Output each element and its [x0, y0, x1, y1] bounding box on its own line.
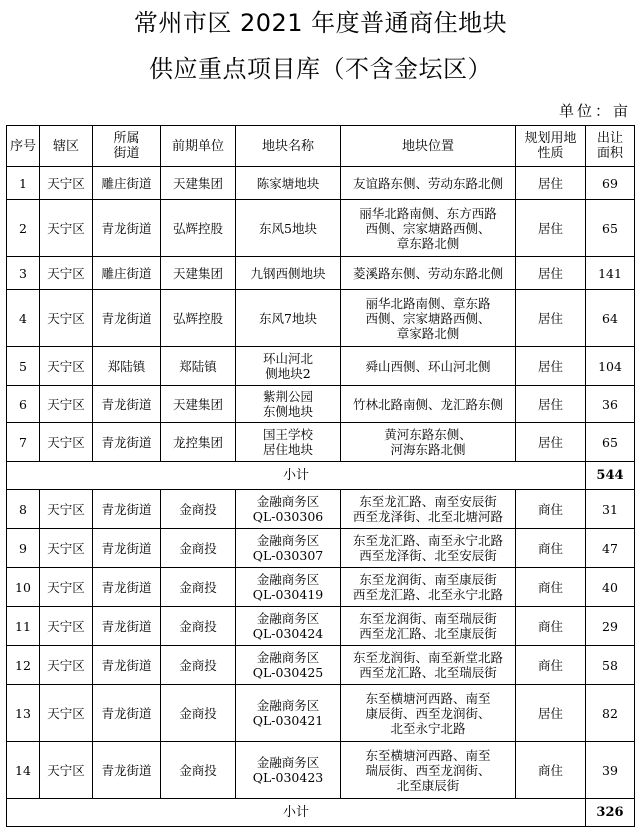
cell-unit: 龙控集团 [161, 423, 236, 462]
subtotal-label: 小计 [7, 462, 586, 490]
cell-unit: 金商投 [161, 568, 236, 607]
cell-street: 青龙街道 [93, 290, 161, 347]
cell-street: 青龙街道 [93, 423, 161, 462]
cell-unit: 弘辉控股 [161, 290, 236, 347]
cell-area: 82 [586, 685, 635, 742]
table-row [7, 423, 635, 462]
cell-area: 58 [586, 646, 635, 685]
cell-district: 天宁区 [40, 386, 93, 423]
cell-no: 1 [7, 167, 40, 200]
cell-use: 商住 [516, 742, 586, 799]
cell-unit: 金商投 [161, 607, 236, 646]
cell-no: 13 [7, 685, 40, 742]
cell-area: 31 [586, 490, 635, 529]
document-title-line-2: 供应重点项目库（不含金坛区） [149, 55, 492, 83]
cell-area: 104 [586, 347, 635, 386]
cell-street: 青龙街道 [93, 646, 161, 685]
cell-use: 居住 [516, 257, 586, 290]
cell-street: 雕庄街道 [93, 167, 161, 200]
cell-name: 金融商务区 QL-030421 [236, 685, 341, 742]
table-row [7, 685, 635, 742]
cell-street: 郑陆镇 [93, 347, 161, 386]
cell-unit: 弘辉控股 [161, 200, 236, 257]
cell-district: 天宁区 [40, 490, 93, 529]
table-row [7, 347, 635, 386]
cell-location: 东至横塘河西路、南至 康辰街、西至龙润街、 北至永宁北路 [341, 685, 516, 742]
table-row [7, 568, 635, 607]
cell-area: 40 [586, 568, 635, 607]
cell-name: 东风7地块 [236, 290, 341, 347]
cell-street: 青龙街道 [93, 607, 161, 646]
table-row [7, 290, 635, 347]
cell-name: 陈家塘地块 [236, 167, 341, 200]
cell-location: 东至横塘河西路、南至 瑞辰街、西至龙润街、 北至康辰街 [341, 742, 516, 799]
table-row [7, 200, 635, 257]
cell-district: 天宁区 [40, 646, 93, 685]
cell-district: 天宁区 [40, 423, 93, 462]
table-row [7, 529, 635, 568]
cell-location: 丽华北路南侧、章东路 西侧、宗家塘路西侧、 章家路北侧 [341, 290, 516, 347]
header-location: 地块位置 [341, 126, 516, 167]
cell-no: 12 [7, 646, 40, 685]
cell-name: 金融商务区 QL-030423 [236, 742, 341, 799]
cell-street: 青龙街道 [93, 568, 161, 607]
cell-name: 东风5地块 [236, 200, 341, 257]
cell-area: 65 [586, 423, 635, 462]
cell-district: 天宁区 [40, 607, 93, 646]
table-row [7, 386, 635, 423]
table-row [7, 646, 635, 685]
cell-name: 金融商务区 QL-030306 [236, 490, 341, 529]
table-row [7, 257, 635, 290]
cell-name: 环山河北 侧地块2 [236, 347, 341, 386]
header-no: 序号 [7, 126, 40, 167]
subtotal-value: 326 [586, 799, 635, 827]
cell-use: 居住 [516, 200, 586, 257]
header-name: 地块名称 [236, 126, 341, 167]
cell-location: 东至龙汇路、南至永宁北路 西至龙泽街、北至安辰街 [341, 529, 516, 568]
cell-no: 11 [7, 607, 40, 646]
header-district: 辖区 [40, 126, 93, 167]
cell-district: 天宁区 [40, 685, 93, 742]
cell-location: 东至龙润街、南至瑞辰街 西至龙汇路、北至康辰街 [341, 607, 516, 646]
cell-name: 金融商务区 QL-030419 [236, 568, 341, 607]
cell-location: 舜山西侧、环山河北侧 [341, 347, 516, 386]
table-row [7, 167, 635, 200]
cell-use: 居住 [516, 423, 586, 462]
cell-name: 金融商务区 QL-030424 [236, 607, 341, 646]
cell-name: 九钢西侧地块 [236, 257, 341, 290]
cell-street: 青龙街道 [93, 685, 161, 742]
cell-no: 8 [7, 490, 40, 529]
cell-location: 竹林北路南侧、龙汇路东侧 [341, 386, 516, 423]
cell-use: 商住 [516, 607, 586, 646]
cell-no: 5 [7, 347, 40, 386]
cell-unit: 金商投 [161, 529, 236, 568]
cell-area: 141 [586, 257, 635, 290]
table-row [7, 742, 635, 799]
cell-no: 3 [7, 257, 40, 290]
cell-unit: 金商投 [161, 646, 236, 685]
cell-street: 青龙街道 [93, 529, 161, 568]
cell-area: 65 [586, 200, 635, 257]
cell-street: 雕庄街道 [93, 257, 161, 290]
cell-location: 东至龙润街、南至康辰街 西至龙汇路、北至永宁北路 [341, 568, 516, 607]
subtotal-row [7, 462, 635, 490]
cell-district: 天宁区 [40, 200, 93, 257]
table-row [7, 607, 635, 646]
cell-area: 39 [586, 742, 635, 799]
cell-use: 商住 [516, 646, 586, 685]
cell-district: 天宁区 [40, 568, 93, 607]
cell-no: 2 [7, 200, 40, 257]
cell-use: 商住 [516, 529, 586, 568]
cell-location: 丽华北路南侧、东方西路 西侧、宗家塘路西侧、 章东路北侧 [341, 200, 516, 257]
cell-area: 69 [586, 167, 635, 200]
cell-location: 友谊路东侧、劳动东路北侧 [341, 167, 516, 200]
cell-unit: 金商投 [161, 685, 236, 742]
cell-use: 居住 [516, 167, 586, 200]
subtotal-row [7, 799, 635, 827]
cell-district: 天宁区 [40, 257, 93, 290]
cell-street: 青龙街道 [93, 386, 161, 423]
cell-unit: 天建集团 [161, 386, 236, 423]
header-area: 出让 面积 [586, 126, 635, 167]
cell-no: 14 [7, 742, 40, 799]
header-street: 所属 街道 [93, 126, 161, 167]
cell-area: 64 [586, 290, 635, 347]
cell-name: 金融商务区 QL-030425 [236, 646, 341, 685]
cell-location: 东至龙汇路、南至安辰街 西至龙泽街、北至北塘河路 [341, 490, 516, 529]
cell-district: 天宁区 [40, 742, 93, 799]
cell-use: 居住 [516, 347, 586, 386]
cell-use: 商住 [516, 490, 586, 529]
unit-label: 单位：亩 [558, 102, 631, 120]
cell-unit: 天建集团 [161, 257, 236, 290]
cell-location: 东至龙润街、南至新堂北路 西至龙汇路、北至瑞辰街 [341, 646, 516, 685]
project-table [6, 125, 635, 827]
cell-street: 青龙街道 [93, 490, 161, 529]
document-title-line-1: 常州市区 2021 年度普通商住地块 [133, 9, 508, 37]
header-unit: 前期单位 [161, 126, 236, 167]
cell-no: 4 [7, 290, 40, 347]
cell-no: 7 [7, 423, 40, 462]
subtotal-label: 小计 [7, 799, 586, 827]
cell-unit: 金商投 [161, 490, 236, 529]
table-header-row [7, 126, 635, 167]
cell-district: 天宁区 [40, 529, 93, 568]
cell-use: 居住 [516, 290, 586, 347]
cell-unit: 金商投 [161, 742, 236, 799]
cell-no: 10 [7, 568, 40, 607]
cell-unit: 郑陆镇 [161, 347, 236, 386]
cell-name: 紫荆公园 东侧地块 [236, 386, 341, 423]
cell-unit: 天建集团 [161, 167, 236, 200]
table-row [7, 490, 635, 529]
cell-use: 商住 [516, 568, 586, 607]
header-use: 规划用地 性质 [516, 126, 586, 167]
cell-area: 36 [586, 386, 635, 423]
subtotal-value: 544 [586, 462, 635, 490]
cell-street: 青龙街道 [93, 200, 161, 257]
cell-area: 47 [586, 529, 635, 568]
cell-no: 6 [7, 386, 40, 423]
cell-district: 天宁区 [40, 167, 93, 200]
cell-location: 菱溪路东侧、劳动东路北侧 [341, 257, 516, 290]
cell-name: 国王学校 居住地块 [236, 423, 341, 462]
cell-street: 青龙街道 [93, 742, 161, 799]
cell-district: 天宁区 [40, 347, 93, 386]
cell-use: 居住 [516, 685, 586, 742]
cell-name: 金融商务区 QL-030307 [236, 529, 341, 568]
cell-location: 黄河东路东侧、 河海东路北侧 [341, 423, 516, 462]
cell-district: 天宁区 [40, 290, 93, 347]
cell-area: 29 [586, 607, 635, 646]
cell-use: 居住 [516, 386, 586, 423]
cell-no: 9 [7, 529, 40, 568]
